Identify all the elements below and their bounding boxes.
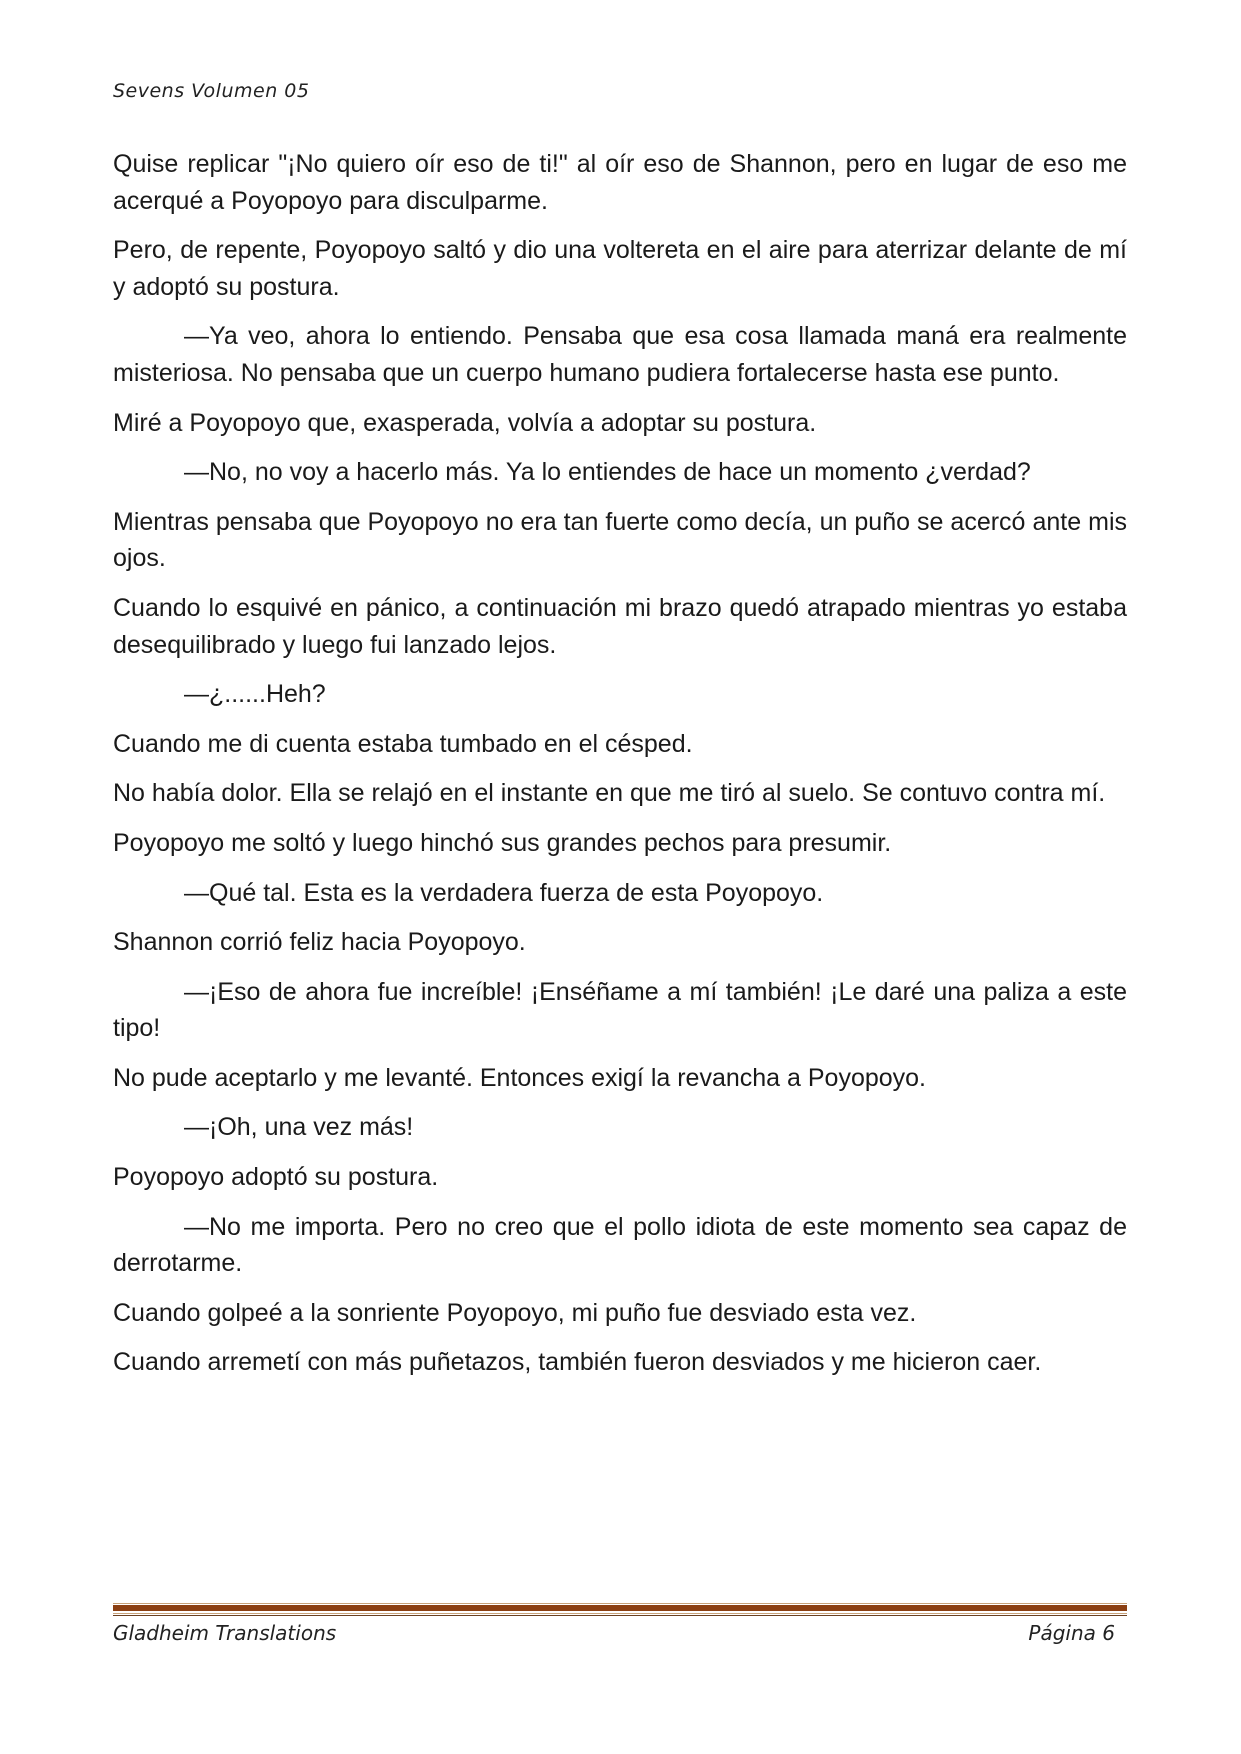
paragraph: Cuando lo esquivé en pánico, a continuación mi brazo quedó atrapado mientras yo estaba desequilibrado y luego fui lanzado lejos. [113, 593, 1127, 659]
paragraph: Mientras pensaba que Poyopoyo no era tan fuerte como decía, un puño se acercó ante mis ojos. [113, 507, 1127, 573]
paragraph: Cuando arremetí con más puñetazos, también fueron desviados y me hicieron caer. [113, 1348, 1042, 1377]
dialogue-paragraph: —No me importa. Pero no creo que el pollo idiota de este momento sea capaz de derrotarme. [113, 1212, 1127, 1278]
page-number: Página 6 [1028, 1621, 1115, 1645]
running-header: Sevens Volumen 05 [113, 80, 310, 102]
footer-rule [113, 1603, 1127, 1616]
paragraph: Shannon corrió feliz hacia Poyopoyo. [113, 928, 526, 957]
paragraph: Quise replicar "¡No quiero oír eso de ti!" al oír eso de Shannon, pero en lugar de eso me acerqué a Poyopoyo para disculparme. [113, 150, 1127, 215]
paragraph: Poyopoyo me soltó y luego hinchó sus grandes pechos para presumir. [113, 828, 892, 857]
dialogue-paragraph: —No, no voy a hacerlo más. Ya lo entiendes de hace un momento ¿verdad? [184, 458, 1031, 487]
page-body [113, 146, 1127, 1394]
dialogue-paragraph: —Qué tal. Esta es la verdadera fuerza de esta Poyopoyo. [184, 878, 824, 907]
paragraph: Pero, de repente, Poyopoyo saltó y dio una voltereta en el aire para aterrizar delante de mí y adoptó su postura. [113, 236, 1127, 301]
paragraph: No pude aceptarlo y me levanté. Entonces exigí la revancha a Poyopoyo. [113, 1063, 927, 1092]
paragraph: Cuando golpeé a la sonriente Poyopoyo, mi puño fue desviado esta vez. [113, 1298, 917, 1327]
paragraph: No había dolor. Ella se relajó en el instante en que me tiró al suelo. Se contuvo contra mí. [113, 779, 1106, 808]
dialogue-paragraph: —¿......Heh? [184, 680, 326, 709]
paragraph: Poyopoyo adoptó su postura. [113, 1163, 439, 1192]
dialogue-paragraph: —¡Eso de ahora fue increíble! ¡Enséñame a mí también! ¡Le daré una paliza a este tipo! [113, 977, 1127, 1043]
footer-translator: Gladheim Translations [113, 1621, 337, 1645]
dialogue-paragraph: —¡Oh, una vez más! [184, 1113, 414, 1142]
paragraph: Miré a Poyopoyo que, exasperada, volvía a adoptar su postura. [113, 408, 817, 437]
dialogue-paragraph: —Ya veo, ahora lo entiendo. Pensaba que esa cosa llamada maná era realmente misteriosa. No pensaba que un cuerpo humano pudiera fortalecerse hasta ese punto. [113, 322, 1127, 387]
paragraph: Cuando me di cuenta estaba tumbado en el césped. [113, 729, 693, 758]
